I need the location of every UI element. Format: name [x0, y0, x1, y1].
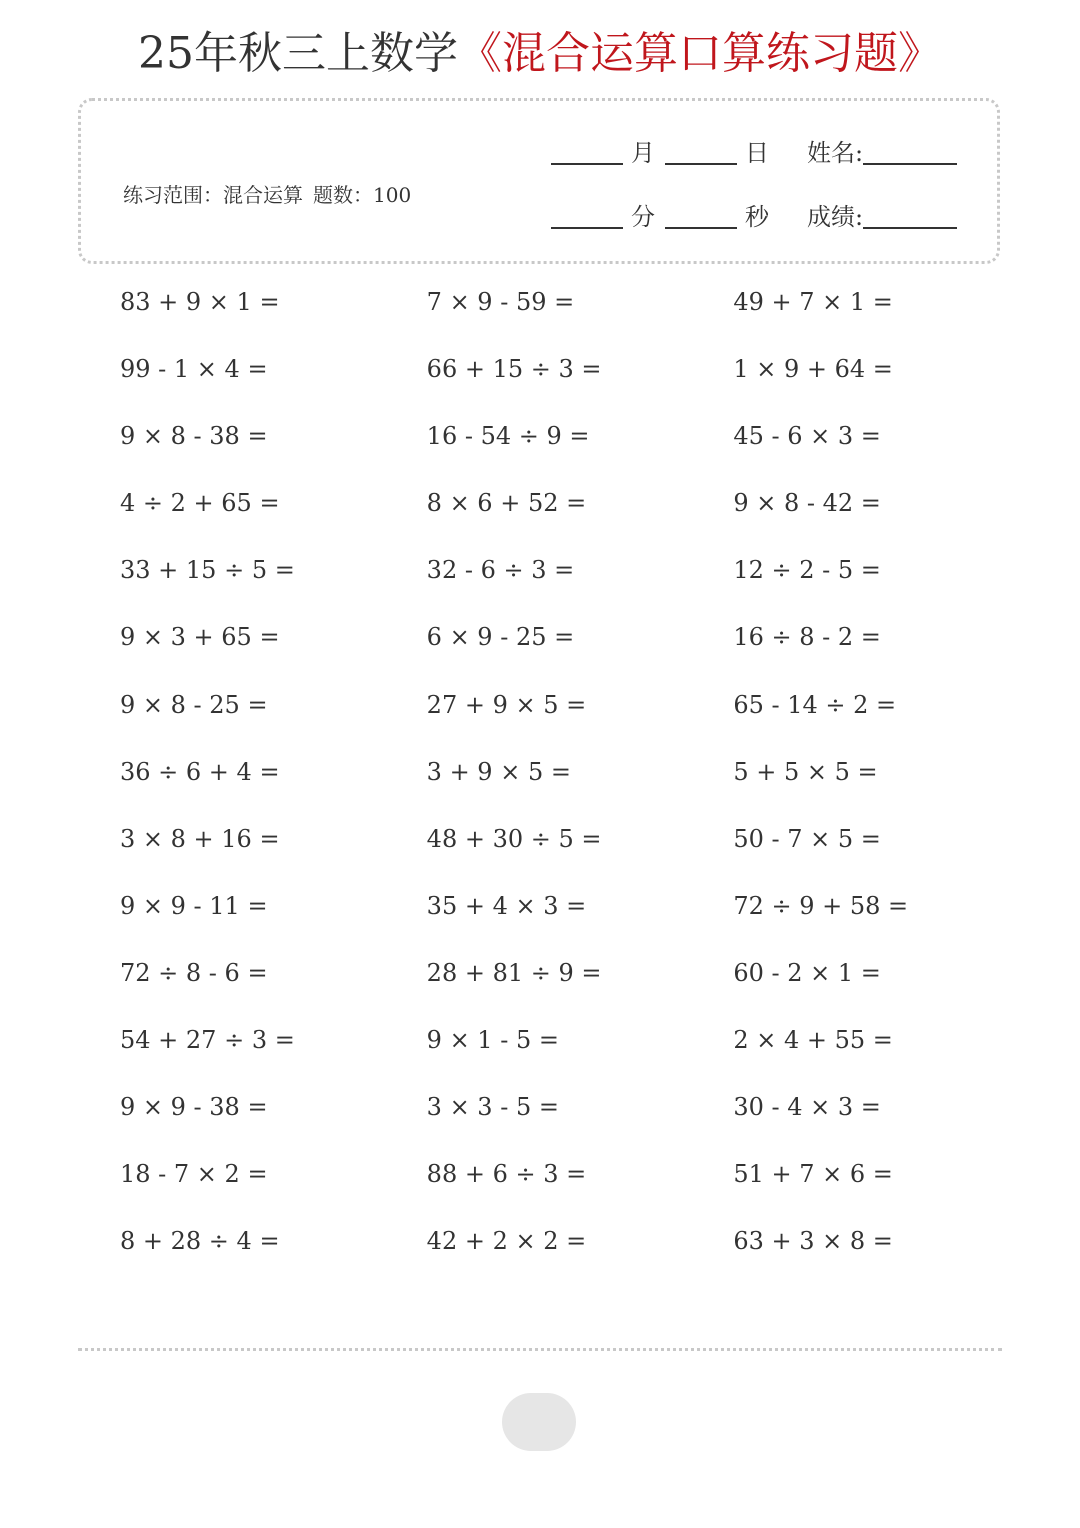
date-name-row	[551, 135, 957, 171]
problem-grid	[120, 280, 1040, 1286]
problem: 9 × 9 - 11 =	[120, 891, 268, 920]
minute-blank[interactable]	[551, 203, 623, 229]
problem-row	[120, 615, 1040, 682]
problem-row	[120, 481, 1040, 548]
problem: 9 × 1 - 5 =	[426, 1026, 559, 1055]
second-blank[interactable]	[665, 203, 737, 229]
problem: 49 + 7 × 1 =	[733, 288, 893, 316]
problem: 9 × 8 - 25 =	[120, 690, 268, 719]
problem: 18 - 7 × 2 =	[120, 1160, 268, 1189]
name-label: 姓名:	[807, 139, 864, 167]
problem: 33 + 15 ÷ 5 =	[120, 556, 295, 585]
score-blank[interactable]	[863, 203, 957, 229]
problem-row	[120, 683, 1040, 750]
worksheet-title	[0, 24, 1080, 84]
problem: 2 × 4 + 55 =	[733, 1026, 893, 1055]
problem: 30 - 4 × 3 =	[733, 1093, 881, 1122]
problem: 88 + 6 ÷ 3 =	[426, 1160, 587, 1189]
minute-label: 分	[631, 203, 655, 231]
title-prefix: 25年秋三上数学	[138, 28, 458, 79]
count-label: 题数：100	[313, 183, 412, 207]
score-label: 成绩:	[807, 203, 864, 231]
problem: 45 - 6 × 3 =	[733, 422, 881, 451]
problem: 32 - 6 ÷ 3 =	[426, 556, 575, 585]
time-score-row	[551, 199, 957, 235]
name-blank[interactable]	[863, 139, 957, 165]
problem: 16 - 54 ÷ 9 =	[426, 422, 590, 451]
problem: 27 + 9 × 5 =	[426, 690, 587, 719]
problem: 51 + 7 × 6 =	[733, 1160, 893, 1189]
problem: 1 × 9 + 64 =	[733, 355, 893, 384]
problem: 50 - 7 × 5 =	[733, 824, 881, 853]
problem: 72 ÷ 9 + 58 =	[733, 891, 909, 920]
problem: 65 - 14 ÷ 2 =	[733, 690, 897, 719]
problem: 9 × 8 - 42 =	[733, 489, 881, 518]
title-highlight: 《混合运算口算练习题》	[458, 28, 942, 79]
problem: 3 × 8 + 16 =	[120, 824, 280, 853]
problem: 12 ÷ 2 - 5 =	[733, 556, 881, 585]
practice-scope	[123, 179, 421, 208]
problem: 16 ÷ 8 - 2 =	[733, 623, 881, 652]
problem: 48 + 30 ÷ 5 =	[426, 824, 602, 853]
problem: 28 + 81 ÷ 9 =	[426, 958, 602, 987]
month-blank[interactable]	[551, 139, 623, 165]
scope-label: 练习范围：混合运算	[123, 183, 303, 207]
problem: 9 × 9 - 38 =	[120, 1093, 268, 1122]
problem: 35 + 4 × 3 =	[426, 891, 587, 920]
problem: 63 + 3 × 8 =	[733, 1227, 893, 1256]
problem: 72 ÷ 8 - 6 =	[120, 958, 268, 987]
problem-row	[120, 1085, 1040, 1152]
problem: 42 + 2 × 2 =	[426, 1227, 587, 1256]
problem: 8 + 28 ÷ 4 =	[120, 1227, 280, 1256]
problem: 3 + 9 × 5 =	[426, 757, 571, 786]
problem-row	[120, 280, 1040, 347]
problem-row	[120, 548, 1040, 615]
problem-row	[120, 1152, 1040, 1219]
day-label: 日	[745, 139, 769, 167]
problem: 66 + 15 ÷ 3 =	[426, 355, 602, 384]
problem: 4 ÷ 2 + 65 =	[120, 489, 280, 518]
problem: 60 - 2 × 1 =	[733, 958, 881, 987]
problem: 9 × 8 - 38 =	[120, 422, 268, 451]
second-label: 秒	[745, 203, 769, 231]
problem: 83 + 9 × 1 =	[120, 288, 280, 316]
problem-row	[120, 750, 1040, 817]
info-box	[78, 98, 1000, 264]
bottom-divider	[78, 1348, 1002, 1351]
problem-row	[120, 884, 1040, 951]
day-blank[interactable]	[665, 139, 737, 165]
problem: 54 + 27 ÷ 3 =	[120, 1026, 295, 1055]
problem-row	[120, 1219, 1040, 1286]
problem: 36 ÷ 6 + 4 =	[120, 757, 280, 786]
problem: 3 × 3 - 5 =	[426, 1093, 559, 1122]
problem-row	[120, 951, 1040, 1018]
problem-row	[120, 347, 1040, 414]
page-indicator	[502, 1393, 576, 1451]
problem: 8 × 6 + 52 =	[426, 489, 587, 518]
problem: 7 × 9 - 59 =	[426, 288, 575, 316]
problem: 5 + 5 × 5 =	[733, 757, 878, 786]
month-label: 月	[631, 139, 655, 167]
problem: 6 × 9 - 25 =	[426, 623, 575, 652]
problem: 9 × 3 + 65 =	[120, 623, 280, 652]
problem-row	[120, 817, 1040, 884]
problem-row	[120, 414, 1040, 481]
problem-row	[120, 1018, 1040, 1085]
problem: 99 - 1 × 4 =	[120, 355, 268, 384]
